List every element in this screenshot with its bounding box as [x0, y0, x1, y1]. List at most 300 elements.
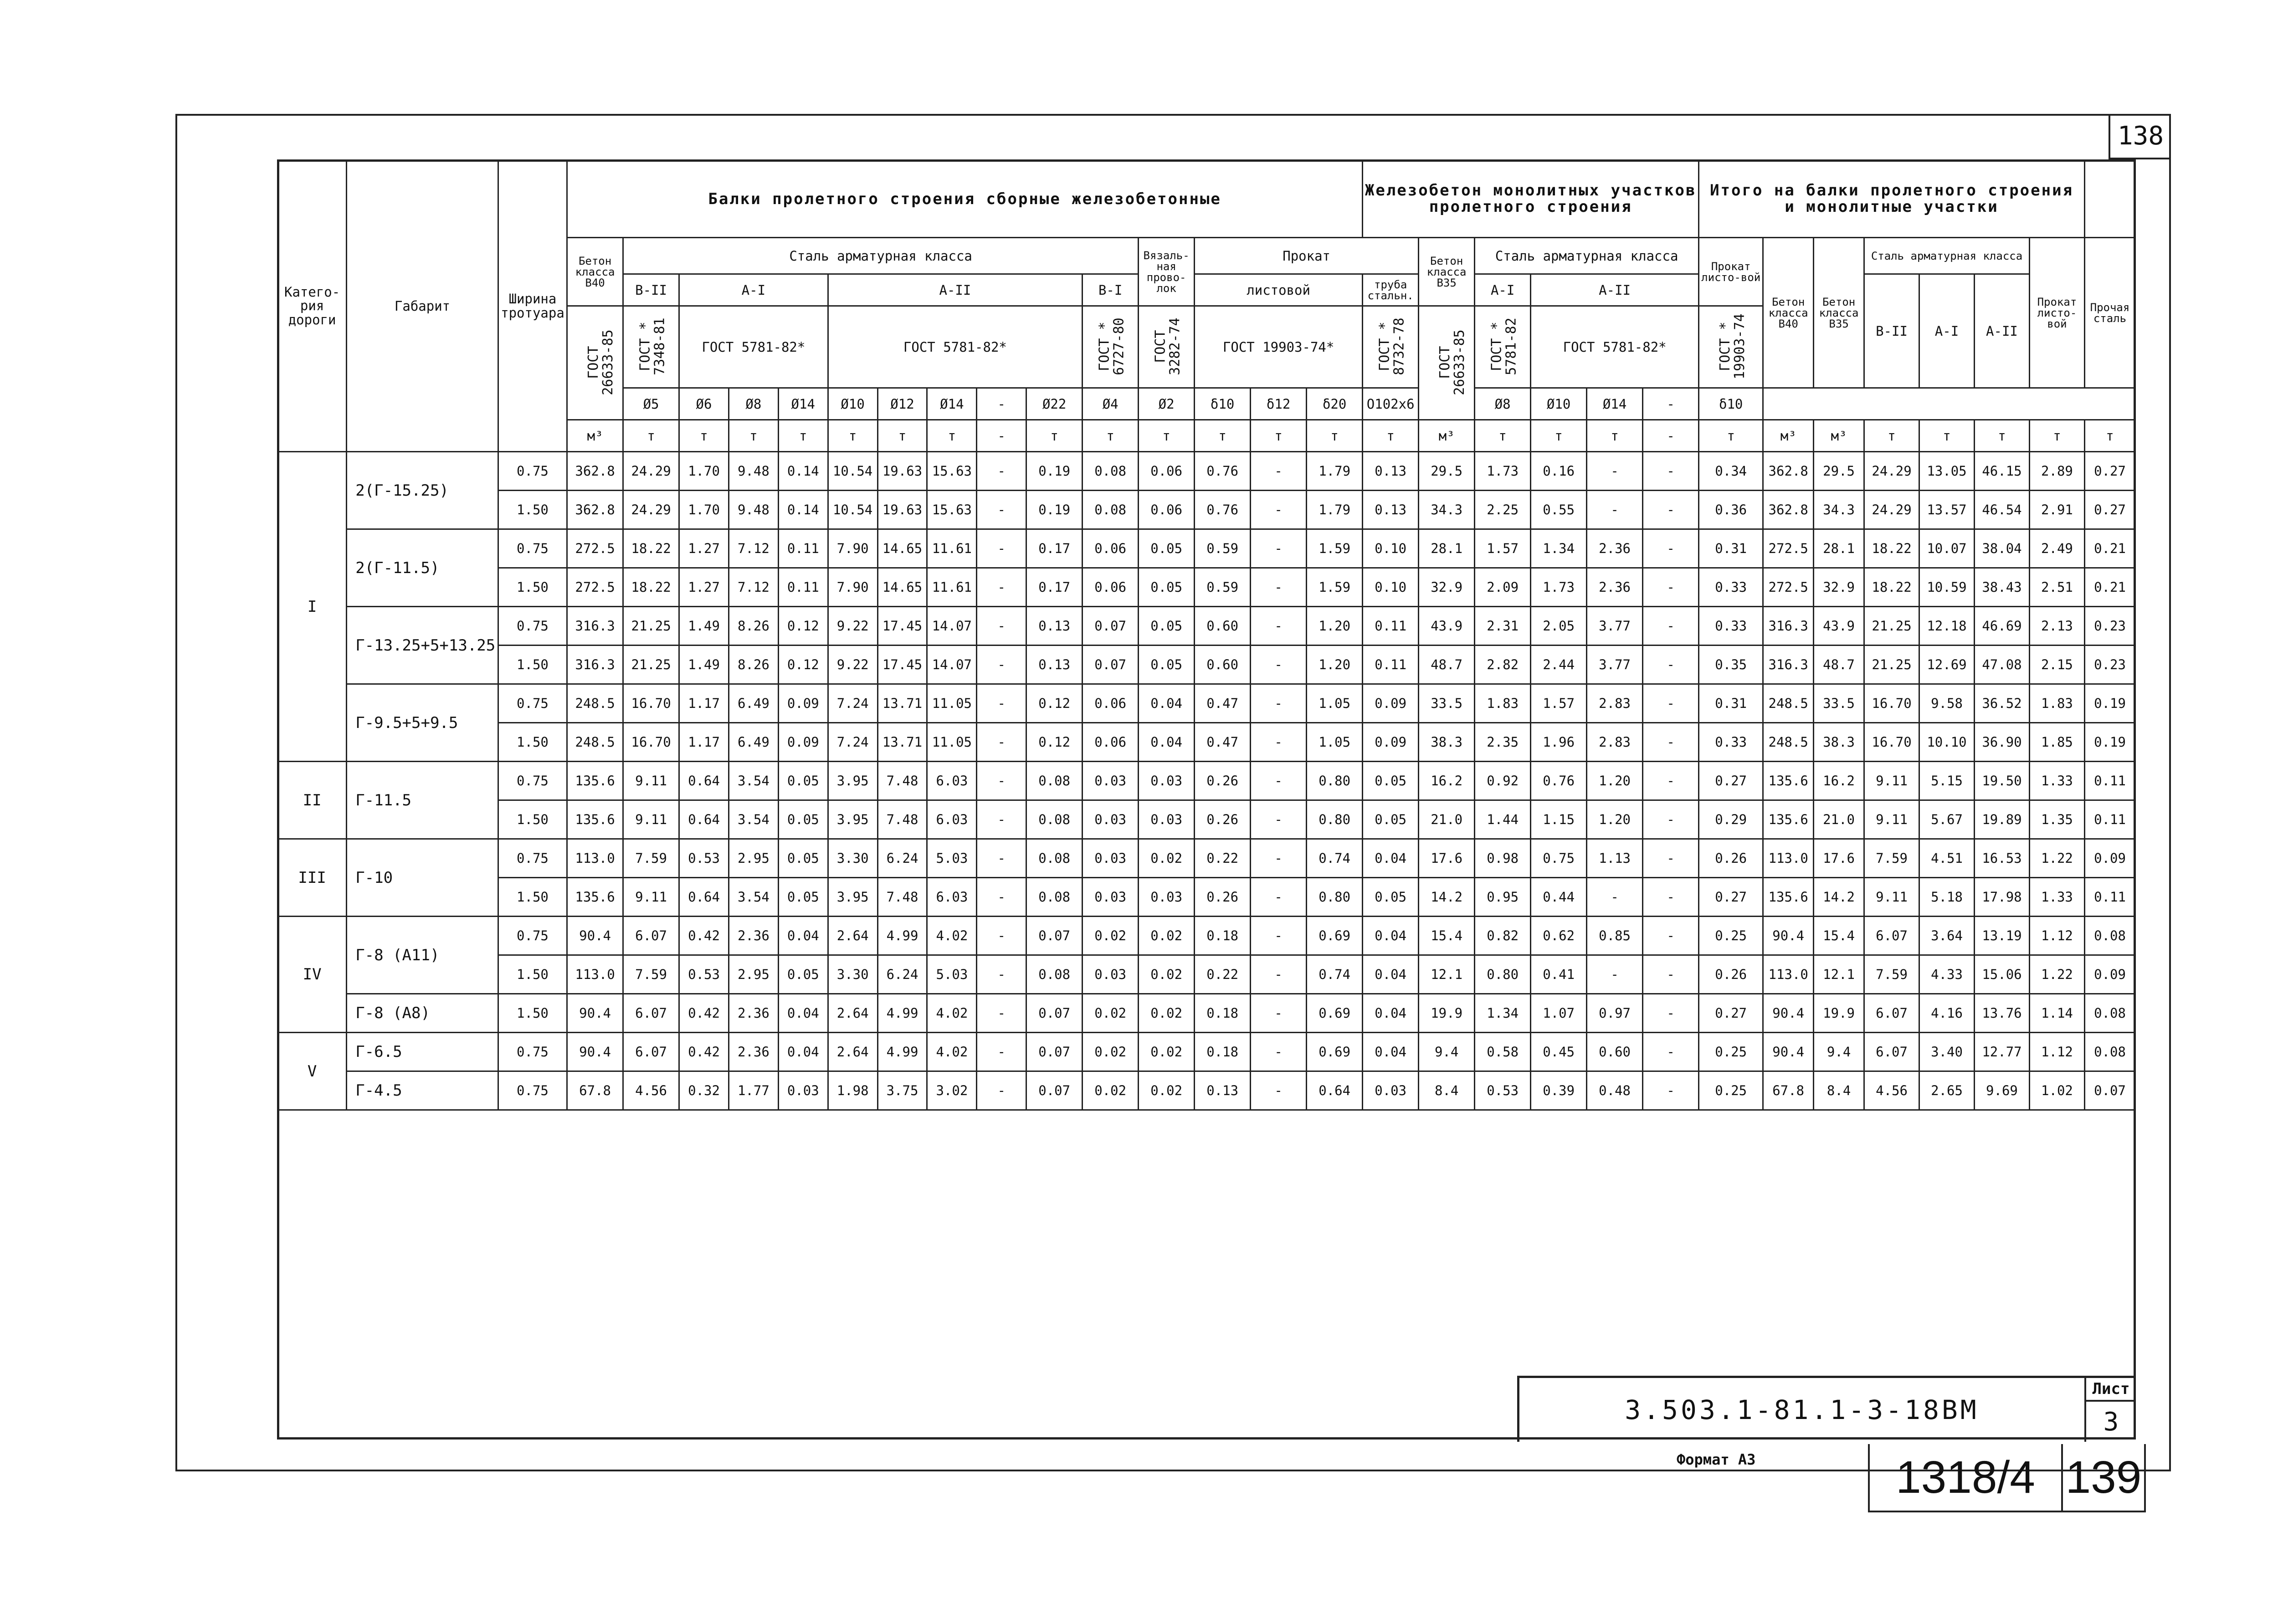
- table-cell: 0.13: [1195, 1071, 1251, 1110]
- table-cell: 1.12: [2029, 1033, 2084, 1071]
- header-unit: м³: [1763, 420, 1814, 452]
- table-cell: -: [977, 684, 1026, 723]
- header-binding-wire: Вязаль-ная прово-лок: [1139, 238, 1195, 306]
- header-class2-a1: А-I: [1475, 274, 1531, 306]
- table-cell: -: [1251, 839, 1307, 878]
- header-unit: т: [1195, 420, 1251, 452]
- table-cell: 0.03: [1363, 1071, 1419, 1110]
- table-cell: 0.03: [1083, 839, 1139, 878]
- table-cell: 6.24: [877, 955, 927, 994]
- table-cell: 0.34: [1699, 452, 1763, 491]
- table-cell: 0.19: [2084, 684, 2135, 723]
- table-cell: 2.64: [828, 917, 877, 955]
- table-cell: 19.89: [1974, 800, 2029, 839]
- table-cell: 6.07: [623, 994, 679, 1033]
- table-cell: 8.26: [729, 607, 778, 646]
- table-cell: 135.6: [1763, 800, 1814, 839]
- table-cell: 0.23: [2084, 607, 2135, 646]
- table-cell: 16.70: [1864, 684, 1919, 723]
- table-cell: 0.26: [1699, 955, 1763, 994]
- table-cell: 2.95: [729, 955, 778, 994]
- table-cell: 0.47: [1195, 723, 1251, 762]
- table-cell: 2.64: [828, 994, 877, 1033]
- table-cell: 0.03: [778, 1071, 828, 1110]
- table-cell: 1.79: [1307, 491, 1363, 529]
- table-cell: 13.71: [877, 723, 927, 762]
- table-cell: 2.65: [1919, 1071, 1975, 1110]
- table-cell: 0.04: [1363, 994, 1419, 1033]
- header-class-b2: В-II: [623, 274, 679, 306]
- table-cell: 0.21: [2084, 529, 2135, 568]
- table-cell: -: [977, 1071, 1026, 1110]
- table-cell: -: [977, 491, 1026, 529]
- table-cell: -: [1587, 491, 1643, 529]
- table-cell: 9.58: [1919, 684, 1975, 723]
- road-category: IV: [278, 917, 347, 1033]
- table-cell: 7.24: [828, 684, 877, 723]
- header-unit: т: [1699, 420, 1763, 452]
- table-cell: 0.04: [1363, 955, 1419, 994]
- header-diameter: δ10: [1195, 388, 1251, 420]
- table-cell: 6.07: [623, 917, 679, 955]
- table-row: [278, 723, 2135, 762]
- header-gost-5781-d: ГОСТ 5781-82*: [1531, 306, 1699, 388]
- table-cell: 7.12: [729, 529, 778, 568]
- table-cell: 5.18: [1919, 878, 1975, 917]
- table-cell: 34.3: [1419, 491, 1475, 529]
- table-cell: 1.33: [2029, 878, 2084, 917]
- table-cell: 316.3: [1763, 607, 1814, 646]
- table-cell: 19.63: [877, 491, 927, 529]
- header-unit: т: [828, 420, 877, 452]
- table-cell: -: [1251, 491, 1307, 529]
- table-cell: 0.12: [1026, 723, 1083, 762]
- table-cell: 1.22: [2029, 839, 2084, 878]
- header-other-steel: Прочая сталь: [2084, 238, 2135, 388]
- table-cell: 0.14: [778, 452, 828, 491]
- table-cell: 14.07: [927, 607, 977, 646]
- table-cell: 0.74: [1307, 839, 1363, 878]
- header-diameter: δ20: [1307, 388, 1363, 420]
- header-unit: т: [623, 420, 679, 452]
- header-class-b1: В-I: [1083, 274, 1139, 306]
- table-cell: 4.16: [1919, 994, 1975, 1033]
- table-cell: -: [1643, 607, 1699, 646]
- table-cell: 0.60: [1195, 646, 1251, 684]
- table-cell: 0.05: [1139, 529, 1195, 568]
- table-cell: -: [977, 607, 1026, 646]
- table-cell: 1.27: [679, 529, 729, 568]
- table-cell: -: [1251, 568, 1307, 607]
- header-rolled: Прокат: [1195, 238, 1419, 274]
- header-rebar-class: Сталь арматурная класса: [623, 238, 1139, 274]
- table-cell: -: [1643, 955, 1699, 994]
- sidewalk-width: 1.50: [498, 491, 567, 529]
- table-cell: 0.11: [778, 568, 828, 607]
- header-concrete-b35: Бетон класса В35: [1419, 238, 1475, 306]
- table-cell: 3.40: [1919, 1033, 1975, 1071]
- table-cell: 113.0: [1763, 839, 1814, 878]
- table-cell: 0.33: [1699, 568, 1763, 607]
- table-cell: 28.1: [1419, 529, 1475, 568]
- table-cell: 0.44: [1531, 878, 1587, 917]
- sidewalk-width: 1.50: [498, 646, 567, 684]
- table-cell: 362.8: [567, 452, 623, 491]
- gabarit: Г-9.5+5+9.5: [347, 684, 498, 762]
- table-cell: 0.09: [778, 684, 828, 723]
- table-cell: 0.03: [1083, 762, 1139, 800]
- header-unit: т: [1864, 420, 1919, 452]
- header-diameter: Ø4: [1083, 388, 1139, 420]
- table-cell: 0.22: [1195, 839, 1251, 878]
- table-cell: 2.89: [2029, 452, 2084, 491]
- table-cell: 18.22: [623, 568, 679, 607]
- table-cell: 0.02: [1139, 955, 1195, 994]
- sidewalk-width: 1.50: [498, 955, 567, 994]
- table-cell: 362.8: [567, 491, 623, 529]
- table-cell: 0.80: [1475, 955, 1531, 994]
- table-cell: 0.22: [1195, 955, 1251, 994]
- table-cell: -: [1587, 955, 1643, 994]
- sidewalk-width: 1.50: [498, 878, 567, 917]
- table-cell: 2.09: [1475, 568, 1531, 607]
- table-cell: 0.10: [1363, 568, 1419, 607]
- table-cell: 1.20: [1307, 646, 1363, 684]
- table-cell: -: [1251, 723, 1307, 762]
- table-cell: 0.55: [1531, 491, 1587, 529]
- table-cell: 3.64: [1919, 917, 1975, 955]
- table-cell: 0.26: [1195, 762, 1251, 800]
- table-cell: 1.96: [1531, 723, 1587, 762]
- table-cell: 0.06: [1083, 568, 1139, 607]
- table-cell: 0.13: [1026, 646, 1083, 684]
- table-cell: 0.59: [1195, 568, 1251, 607]
- table-cell: 0.76: [1195, 452, 1251, 491]
- table-cell: 9.11: [623, 800, 679, 839]
- table-cell: 13.57: [1919, 491, 1975, 529]
- table-cell: -: [1251, 800, 1307, 839]
- table-cell: 0.09: [778, 723, 828, 762]
- table-cell: 4.02: [927, 1033, 977, 1071]
- table-cell: 0.05: [1139, 568, 1195, 607]
- sidewalk-width: 1.50: [498, 994, 567, 1033]
- table-cell: 3.54: [729, 878, 778, 917]
- table-cell: 0.03: [1139, 800, 1195, 839]
- archive-number: 1318/4: [1870, 1444, 2063, 1511]
- table-cell: 0.18: [1195, 994, 1251, 1033]
- table-cell: 5.03: [927, 955, 977, 994]
- table-cell: 1.15: [1531, 800, 1587, 839]
- table-cell: -: [1251, 607, 1307, 646]
- table-cell: 16.70: [1864, 723, 1919, 762]
- table-cell: 13.71: [877, 684, 927, 723]
- table-cell: 0.80: [1307, 762, 1363, 800]
- table-cell: 7.59: [1864, 839, 1919, 878]
- table-cell: 4.99: [877, 994, 927, 1033]
- table-cell: 11.61: [927, 568, 977, 607]
- table-cell: 6.03: [927, 878, 977, 917]
- table-cell: 0.62: [1531, 917, 1587, 955]
- table-cell: 13.76: [1974, 994, 2029, 1033]
- table-cell: -: [1643, 762, 1699, 800]
- table-cell: 9.69: [1974, 1071, 2029, 1110]
- table-cell: -: [1643, 452, 1699, 491]
- table-cell: 17.45: [877, 607, 927, 646]
- format-label: Формат А3: [1677, 1451, 1756, 1468]
- table-cell: 19.63: [877, 452, 927, 491]
- table-row: [278, 568, 2135, 607]
- table-cell: 2.36: [1587, 529, 1643, 568]
- table-cell: 0.39: [1531, 1071, 1587, 1110]
- table-cell: 6.03: [927, 762, 977, 800]
- sheet-label: Лист: [2086, 1378, 2136, 1402]
- table-cell: 2.25: [1475, 491, 1531, 529]
- table-cell: 9.11: [623, 762, 679, 800]
- table-cell: 9.22: [828, 646, 877, 684]
- table-cell: 17.6: [1814, 839, 1864, 878]
- table-cell: 7.48: [877, 762, 927, 800]
- table-cell: 6.07: [623, 1033, 679, 1071]
- table-cell: 1.57: [1475, 529, 1531, 568]
- header-gost-5781-b: ГОСТ 5781-82*: [828, 306, 1082, 388]
- table-cell: 0.19: [2084, 723, 2135, 762]
- table-cell: 1.14: [2029, 994, 2084, 1033]
- table-cell: 2.44: [1531, 646, 1587, 684]
- table-cell: 0.08: [2084, 917, 2135, 955]
- table-cell: 12.77: [1974, 1033, 2029, 1071]
- header-diameter: Ø8: [1475, 388, 1531, 420]
- table-cell: 21.25: [1864, 607, 1919, 646]
- table-cell: 2.36: [729, 917, 778, 955]
- table-cell: 1.20: [1587, 800, 1643, 839]
- table-cell: 6.49: [729, 723, 778, 762]
- header-unit: т: [1139, 420, 1195, 452]
- table-cell: -: [1643, 646, 1699, 684]
- table-cell: 12.1: [1419, 955, 1475, 994]
- table-cell: 0.58: [1475, 1033, 1531, 1071]
- header-gost-7348: ГОСТ * 7348-81: [623, 306, 679, 388]
- header-unit: т: [1307, 420, 1363, 452]
- bottom-page-number: 139: [2065, 1451, 2142, 1503]
- table-cell: 0.08: [1026, 839, 1083, 878]
- table-cell: -: [977, 723, 1026, 762]
- table-cell: 0.04: [1363, 917, 1419, 955]
- table-cell: 18.22: [1864, 529, 1919, 568]
- table-cell: 46.15: [1974, 452, 2029, 491]
- table-cell: 1.70: [679, 491, 729, 529]
- table-cell: 2.36: [1587, 568, 1643, 607]
- header-diameter: O102x6: [1363, 388, 1419, 420]
- table-cell: -: [977, 452, 1026, 491]
- table-cell: 29.5: [1419, 452, 1475, 491]
- table-cell: 0.07: [1026, 917, 1083, 955]
- table-cell: 2.51: [2029, 568, 2084, 607]
- table-cell: 90.4: [1763, 994, 1814, 1033]
- table-cell: 0.04: [1363, 839, 1419, 878]
- table-cell: 2.13: [2029, 607, 2084, 646]
- sidewalk-width: 0.75: [498, 1071, 567, 1110]
- sidewalk-width: 0.75: [498, 529, 567, 568]
- table-cell: 10.07: [1919, 529, 1975, 568]
- table-cell: -: [1251, 684, 1307, 723]
- table-cell: 6.07: [1864, 994, 1919, 1033]
- table-row: [278, 762, 2135, 800]
- table-cell: 272.5: [567, 568, 623, 607]
- table-cell: 0.18: [1195, 917, 1251, 955]
- table-cell: -: [977, 878, 1026, 917]
- table-cell: 272.5: [1763, 529, 1814, 568]
- header-unit: т: [1026, 420, 1083, 452]
- header-rebar-class-3: Сталь арматурная класса: [1864, 238, 2030, 274]
- header-total-group: Итого на балки пролетного строения и монолитные участки: [1699, 160, 2085, 238]
- table-cell: -: [1251, 994, 1307, 1033]
- table-cell: 43.9: [1814, 607, 1864, 646]
- table-cell: 21.25: [623, 607, 679, 646]
- table-cell: -: [1587, 452, 1643, 491]
- road-category: III: [278, 839, 347, 917]
- table-cell: 0.12: [1026, 684, 1083, 723]
- table-cell: 38.04: [1974, 529, 2029, 568]
- table-cell: 0.27: [1699, 994, 1763, 1033]
- table-cell: 0.31: [1699, 684, 1763, 723]
- header-diameter: -: [977, 388, 1026, 420]
- header-total-b35: Бетон класса В35: [1814, 238, 1864, 388]
- table-cell: 0.13: [1026, 607, 1083, 646]
- header-beams-group: Балки пролетного строения сборные железобетонные: [567, 160, 1363, 238]
- table-cell: 0.03: [1083, 800, 1139, 839]
- table-cell: 272.5: [1763, 568, 1814, 607]
- table-cell: -: [977, 994, 1026, 1033]
- table-cell: 4.56: [623, 1071, 679, 1110]
- table-cell: 248.5: [1763, 723, 1814, 762]
- header-diameter: Ø5: [623, 388, 679, 420]
- table-cell: 48.7: [1814, 646, 1864, 684]
- header-gost-3282: ГОСТ 3282-74: [1139, 306, 1195, 388]
- header-gost-concrete-2: ГОСТ 26633-85: [1419, 306, 1475, 420]
- table-cell: 0.32: [679, 1071, 729, 1110]
- header-unit: т: [1587, 420, 1643, 452]
- table-cell: 0.42: [679, 994, 729, 1033]
- table-cell: 4.99: [877, 1033, 927, 1071]
- table-cell: 0.60: [1195, 607, 1251, 646]
- table-cell: 0.42: [679, 917, 729, 955]
- table-cell: -: [977, 646, 1026, 684]
- table-cell: 6.07: [1864, 1033, 1919, 1071]
- table-cell: 248.5: [567, 723, 623, 762]
- table-cell: 1.44: [1475, 800, 1531, 839]
- table-cell: 0.25: [1699, 917, 1763, 955]
- table-cell: 48.7: [1419, 646, 1475, 684]
- table-cell: 0.26: [1195, 878, 1251, 917]
- table-cell: 0.53: [679, 839, 729, 878]
- table-cell: 90.4: [567, 917, 623, 955]
- header-gost-8732: ГОСТ * 8732-78: [1363, 306, 1419, 388]
- table-cell: 316.3: [567, 646, 623, 684]
- document-code: 3.503.1-81.1-3-18ВМ: [1625, 1394, 1979, 1425]
- table-cell: 2.35: [1475, 723, 1531, 762]
- table-cell: 11.05: [927, 684, 977, 723]
- table-cell: 0.09: [1363, 684, 1419, 723]
- sidewalk-width: 0.75: [498, 762, 567, 800]
- header-pipe: труба стальн.: [1363, 274, 1419, 306]
- table-cell: 46.54: [1974, 491, 2029, 529]
- table-cell: 90.4: [1763, 1033, 1814, 1071]
- table-cell: 0.05: [778, 839, 828, 878]
- table-cell: 7.24: [828, 723, 877, 762]
- table-cell: 12.1: [1814, 955, 1864, 994]
- table-row: [278, 1071, 2135, 1110]
- table-cell: 36.90: [1974, 723, 2029, 762]
- table-cell: 0.08: [1083, 491, 1139, 529]
- table-cell: 4.02: [927, 917, 977, 955]
- sidewalk-width: 1.50: [498, 800, 567, 839]
- table-row: [278, 529, 2135, 568]
- materials-table: [277, 159, 2136, 1111]
- table-cell: 12.18: [1919, 607, 1975, 646]
- table-cell: 2.36: [729, 994, 778, 1033]
- table-cell: 0.02: [1083, 1033, 1139, 1071]
- table-cell: 9.22: [828, 607, 877, 646]
- table-cell: 0.95: [1475, 878, 1531, 917]
- gabarit: Г-11.5: [347, 762, 498, 839]
- table-cell: 0.82: [1475, 917, 1531, 955]
- table-cell: 0.04: [1139, 684, 1195, 723]
- header-class-a1: А-I: [679, 274, 828, 306]
- table-cell: 17.98: [1974, 878, 2029, 917]
- table-cell: 0.10: [1363, 529, 1419, 568]
- table-cell: 0.19: [1026, 452, 1083, 491]
- header-unit: т: [877, 420, 927, 452]
- table-cell: 0.05: [1363, 762, 1419, 800]
- table-cell: 0.69: [1307, 1033, 1363, 1071]
- table-cell: 0.08: [1026, 878, 1083, 917]
- table-cell: 1.59: [1307, 529, 1363, 568]
- table-cell: 0.02: [1083, 994, 1139, 1033]
- table-cell: 0.23: [2084, 646, 2135, 684]
- table-cell: 19.9: [1814, 994, 1864, 1033]
- header-unit: т: [2029, 420, 2084, 452]
- table-cell: 4.33: [1919, 955, 1975, 994]
- title-block: [1517, 1376, 2136, 1442]
- table-cell: 0.60: [1587, 1033, 1643, 1071]
- table-cell: -: [1251, 646, 1307, 684]
- table-cell: 0.05: [778, 800, 828, 839]
- table-cell: 15.63: [927, 491, 977, 529]
- table-cell: 0.02: [1139, 1033, 1195, 1071]
- table-row: [278, 955, 2135, 994]
- table-cell: 14.65: [877, 529, 927, 568]
- table-cell: 2.82: [1475, 646, 1531, 684]
- header-gost-6727: ГОСТ * 6727-80: [1083, 306, 1139, 388]
- table-cell: -: [1643, 800, 1699, 839]
- table-cell: 0.06: [1083, 684, 1139, 723]
- table-row: [278, 491, 2135, 529]
- table-cell: 24.29: [1864, 491, 1919, 529]
- table-cell: 0.27: [2084, 491, 2135, 529]
- header-unit: -: [977, 420, 1026, 452]
- table-cell: 1.34: [1531, 529, 1587, 568]
- table-cell: 24.29: [623, 452, 679, 491]
- table-cell: 90.4: [567, 994, 623, 1033]
- table-cell: 1.05: [1307, 723, 1363, 762]
- table-cell: 33.5: [1419, 684, 1475, 723]
- table-cell: 0.12: [778, 646, 828, 684]
- header-class3-b2: В-II: [1864, 274, 1919, 388]
- header-diameter: δ10: [1699, 388, 1763, 420]
- header-gost-concrete: ГОСТ 26633-85: [567, 306, 623, 420]
- table-cell: 1.12: [2029, 917, 2084, 955]
- table-cell: 0.04: [778, 994, 828, 1033]
